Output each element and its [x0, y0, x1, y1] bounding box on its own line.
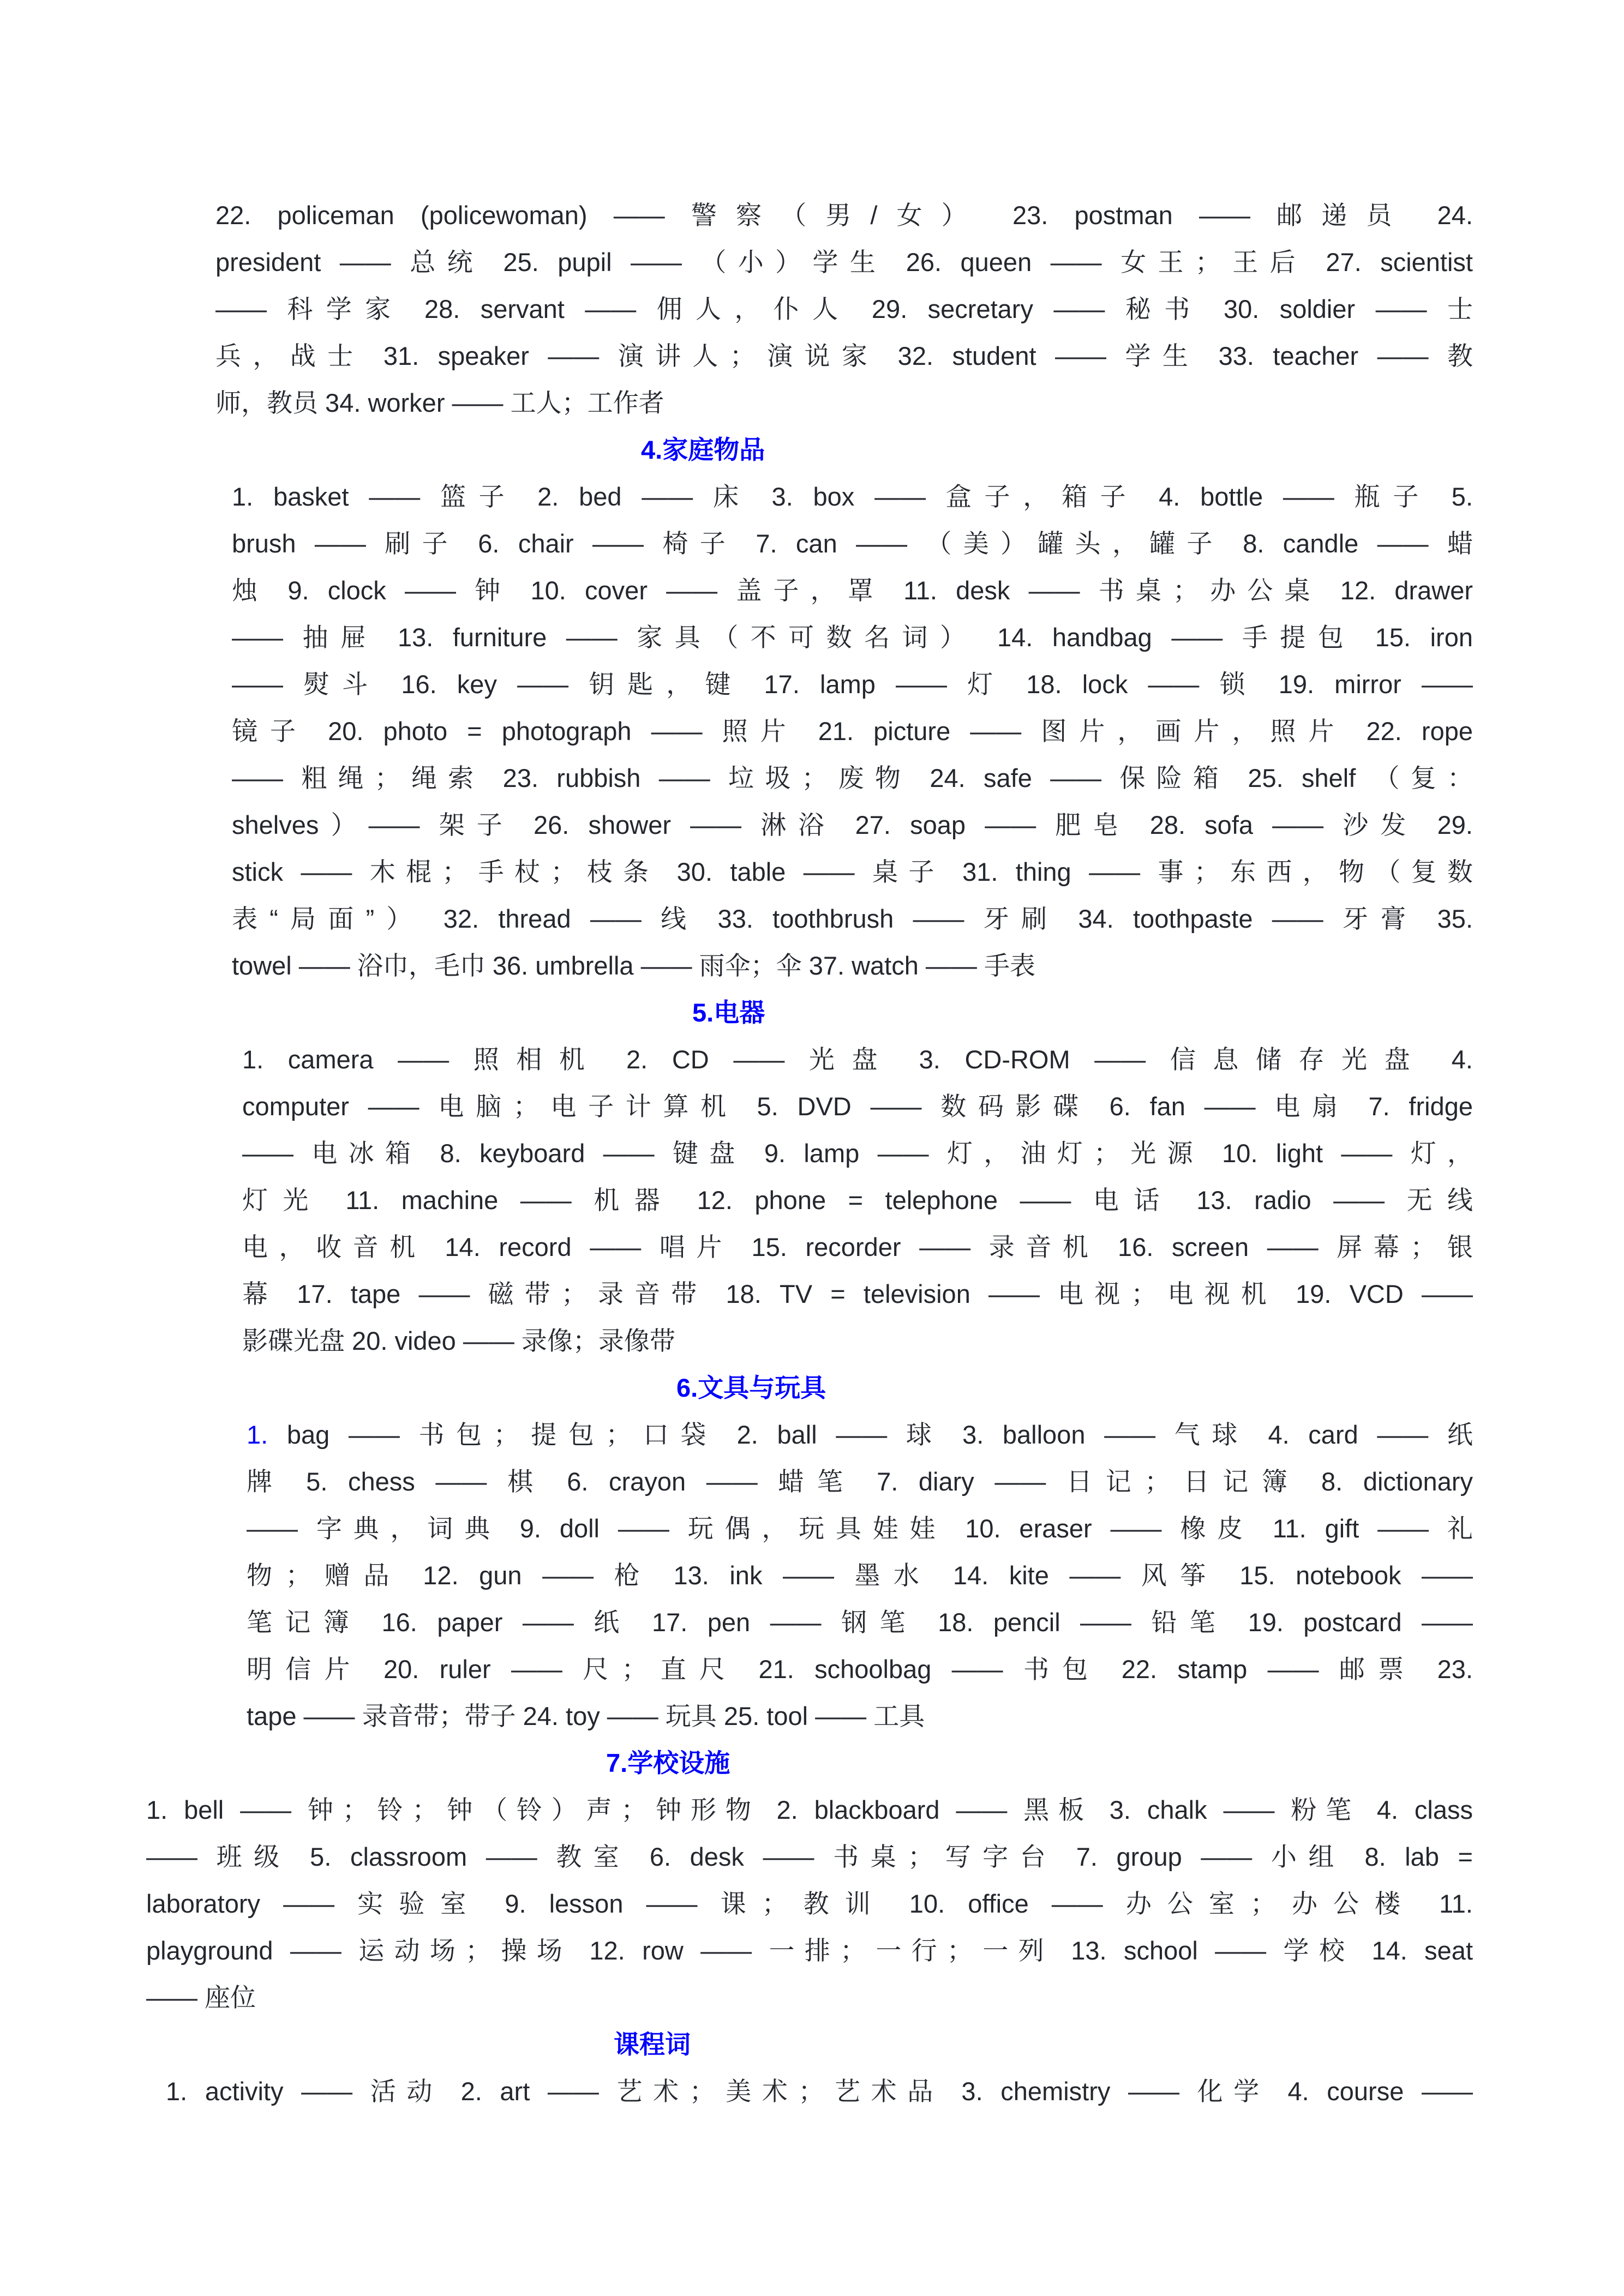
vocab-line: —— 电冰箱 8. keyboard —— 键盘 9. lamp —— 灯，油灯；光源 10. light —— 灯， — [242, 1139, 1473, 1168]
vocab-line: computer —— 电脑；电子计算机 5. DVD —— 数码影碟 6. fan —— 电扇 7. fridge — [242, 1092, 1473, 1121]
vocab-line: 幕 17. tape —— 磁带；录音带 18. TV = television —— 电视；电视机 19. VCD —— — [242, 1279, 1473, 1308]
vocab-line: 1. bell —— 钟；铃；钟（铃）声；钟形物 2. blackboard —— 黑板 3. chalk —— 粉笔 4. class — [146, 1795, 1473, 1824]
vocab-paragraph-appliances — [242, 1036, 1473, 1365]
vocab-line: —— 熨斗 16. key —— 钥匙，键 17. lamp —— 灯 18. lock —— 锁 19. mirror —— — [232, 670, 1473, 699]
vocab-paragraph-school-facilities — [146, 1787, 1473, 2021]
vocab-line: towel —— 浴巾，毛巾 36. umbrella —— 雨伞；伞 37. watch —— 手表 — [232, 951, 1035, 980]
section-header-household-items: 4.家庭物品 — [641, 435, 765, 464]
vocab-line: shelves）—— 架子 26. shower —— 淋浴 27. soap —— 肥皂 28. sofa —— 沙发 29. — [232, 810, 1473, 839]
vocab-line: 笔记簿 16. paper —— 纸 17. pen —— 钢笔 18. pencil —— 铅笔 19. postcard —— — [247, 1608, 1473, 1637]
vocab-line: 牌 5. chess —— 棋 6. crayon —— 蜡笔 7. diary —— 日记；日记簿 8. dictionary — [247, 1467, 1473, 1496]
vocab-line: playground —— 运动场；操场 12. row —— 一排；一行；一列 13. school —— 学校 14. seat — [146, 1936, 1473, 1965]
vocab-line: —— 班级 5. classroom —— 教室 6. desk —— 书桌；写字台 7. group —— 小组 8. lab = — [146, 1842, 1473, 1871]
vocab-line: 物；赠品 12. gun —— 枪 13. ink —— 墨水 14. kite —— 风筝 15. notebook —— — [247, 1561, 1473, 1590]
vocab-line: 1. basket —— 篮子 2. bed —— 床 3. box —— 盒子，箱子 4. bottle —— 瓶子 5. — [232, 482, 1473, 511]
section-header-appliances: 5.电器 — [692, 998, 765, 1027]
section-header-school-facilities: 7.学校设施 — [606, 1748, 730, 1777]
vocab-line: 兵，战士 31. speaker —— 演讲人；演说家 32. student —— 学生 33. teacher —— 教 — [215, 341, 1473, 370]
vocab-line: 明信片 20. ruler —— 尺；直尺 21. schoolbag —— 书包 22. stamp —— 邮票 23. — [247, 1655, 1473, 1684]
vocab-line: 22. policeman (policewoman) —— 警察（男/女） 23. postman —— 邮递员 24. — [215, 201, 1473, 230]
vocab-line: 镜子 20. photo = photograph —— 照片 21. picture —— 图片，画片，照片 22. rope — [232, 717, 1473, 746]
vocab-line: 1. activity —— 活动 2. art —— 艺术；美术；艺术品 3. chemistry —— 化学 4. course —— — [166, 2077, 1473, 2106]
vocab-paragraph-course-words — [166, 2068, 1473, 2115]
vocab-line: president —— 总统 25. pupil —— （小）学生 26. queen —— 女王；王后 27. scientist — [215, 248, 1473, 277]
vocab-line: 1. camera —— 照相机 2. CD —— 光盘 3. CD-ROM —— 信息储存光盘 4. — [242, 1045, 1473, 1074]
vocab-line: —— 座位 — [146, 1983, 256, 2012]
section-header-stationery-and-toys: 6.文具与玩具 — [676, 1373, 826, 1402]
vocab-line: —— 粗绳；绳索 23. rubbish —— 垃圾；废物 24. safe —— 保险箱 25. shelf （复： — [232, 764, 1473, 792]
vocab-line: 电，收音机 14. record —— 唱片 15. recorder —— 录音机 16. screen —— 屏幕；银 — [242, 1233, 1473, 1261]
vocab-line: tape —— 录音带；带子 24. toy —— 玩具 25. tool —— 工具 — [247, 1702, 925, 1730]
section-header-course-words: 课程词 — [614, 2030, 691, 2059]
blue-list-number: 1. — [247, 1420, 268, 1449]
vocab-line: 表“局面”） 32. thread —— 线 33. toothbrush —— 牙刷 34. toothpaste —— 牙膏 35. — [232, 904, 1473, 933]
vocab-line: stick —— 木棍；手杖；枝条 30. table —— 桌子 31. thing —— 事；东西，物（复数 — [232, 857, 1473, 886]
vocab-paragraph-occupations-continued — [215, 192, 1473, 426]
vocab-line: 烛 9. clock —— 钟 10. cover —— 盖子，罩 11. desk —— 书桌；办公桌 12. drawer — [232, 576, 1473, 605]
vocab-paragraph-household-items — [232, 473, 1473, 989]
vocab-line: 师，教员 34. worker —— 工人；工作者 — [215, 388, 664, 417]
vocab-line: brush —— 刷子 6. chair —— 椅子 7. can —— （美）罐头，罐子 8. candle —— 蜡 — [232, 529, 1473, 558]
vocab-line: 灯光 11. machine —— 机器 12. phone = telephone —— 电话 13. radio —— 无线 — [242, 1186, 1473, 1215]
vocab-line: —— 抽屉 13. furniture —— 家具（不可数名词） 14. handbag —— 手提包 15. iron — [232, 623, 1473, 652]
vocab-line: 1. bag —— 书包；提包；口袋 2. ball —— 球 3. balloon —— 气球 4. card —— 纸 — [247, 1420, 1473, 1449]
vocab-paragraph-stationery-and-toys — [247, 1411, 1473, 1740]
vocab-line: —— 科学家 28. servant —— 佣人，仆人 29. secretary —— 秘书 30. soldier —— 士 — [215, 294, 1473, 323]
vocab-line: laboratory —— 实验室 9. lesson —— 课；教训 10. office —— 办公室；办公楼 11. — [146, 1889, 1473, 1918]
vocab-line: 影碟光盘 20. video —— 录像；录像带 — [242, 1326, 675, 1355]
vocab-line: —— 字典，词典 9. doll —— 玩偶，玩具娃娃 10. eraser —— 橡皮 11. gift —— 礼 — [247, 1514, 1473, 1543]
